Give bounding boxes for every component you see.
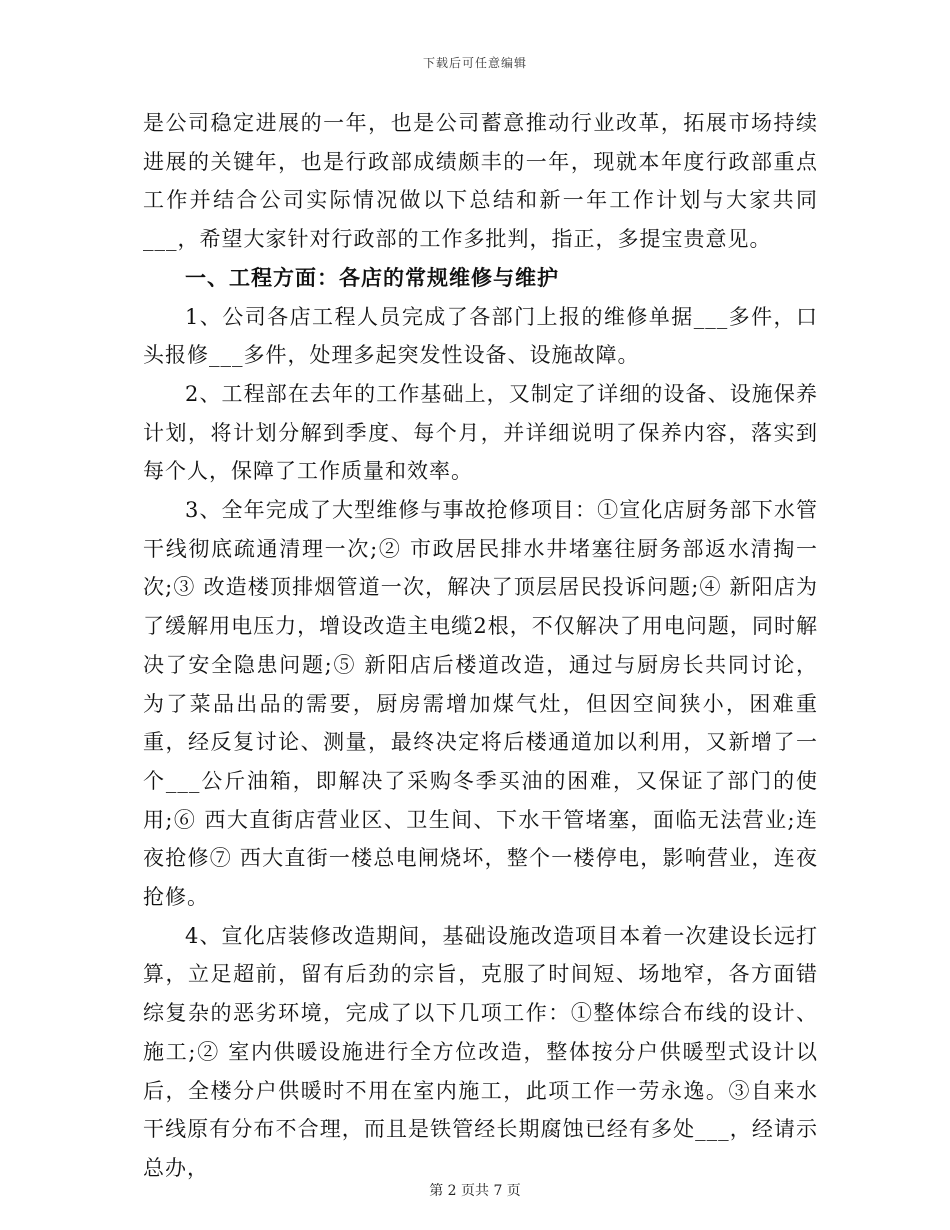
paragraph-item-4: 4、宣化店装修改造期间，基础设施改造项目本着一次建设长远打算，立足超前，留有后劲的宗旨，克服了时间短、场地窄，各方面错综复杂的恶劣环境，完成了以下几项工作：①整体综合布线的设计、施工;② 室内供暖设施进行全方位改造，整体按分户供暖型式设计以后，全楼分户供暖时不用在室内施工，此项工作一劳永逸。③自来水干线原有分布不合理，而且是铁管经长期腐蚀已经有多处___，经请示总办， [143,923,818,1180]
page-header-note: 下载后可任意编辑 [422,56,527,70]
paragraph-item-3: 3、全年完成了大型维修与事故抢修项目：①宣化店厨务部下水管干线彻底疏通清理一次;② 市政居民排水井堵塞往厨务部返水清掏一次;③ 改造楼顶排烟管道一次，解决了顶层居民投诉问题;④ 新阳店为了缓解用电压力，增设改造主电缆2根，不仅解决了用电问题，同时解决了安全隐患问题;⑤ 新阳店后楼道改造，通过与厨房长共同讨论，为了菜品出品的需要，厨房需增加煤气灶，但因空间狭小，困难重重，经反复讨论、测量，最终决定将后楼通道加以利用，又新增了一个___公斤油箱，即解决了采购冬季买油的困难，又保证了部门的使用;⑥ 西大直街店营业区、卫生间、下水干管堵塞，面临无法营业;连夜抢修⑦ 西大直街一楼总电闸烧坏，整个一楼停电，影响营业，连夜抢修。 [143,498,818,910]
document-body [143,104,818,1188]
paragraph-item-1: 1、公司各店工程人员完成了各部门上报的维修单据___多件，口头报修___多件，处理多起突发性设备、设施故障。 [143,304,818,368]
page-number-footer: 第 2 页共 7 页 [429,1183,521,1199]
paragraph-item-2: 2、工程部在去年的工作基础上，又制定了详细的设备、设施保养计划，将计划分解到季度、每个月，并详细说明了保养内容，落实到每个人，保障了工作质量和效率。 [143,381,818,484]
section-heading: 一、工程方面：各店的常规维修与维护 [185,264,559,290]
intro-paragraph: 是公司稳定进展的一年，也是公司蓄意推动行业改革，拓展市场持续进展的关键年，也是行政部成绩颇丰的一年，现就本年度行政部重点工作并结合公司实际情况做以下总结和新一年工作计划与大家共同___，希望大家针对行政部的工作多批判，指正，多提宝贵意见。 [143,111,818,252]
